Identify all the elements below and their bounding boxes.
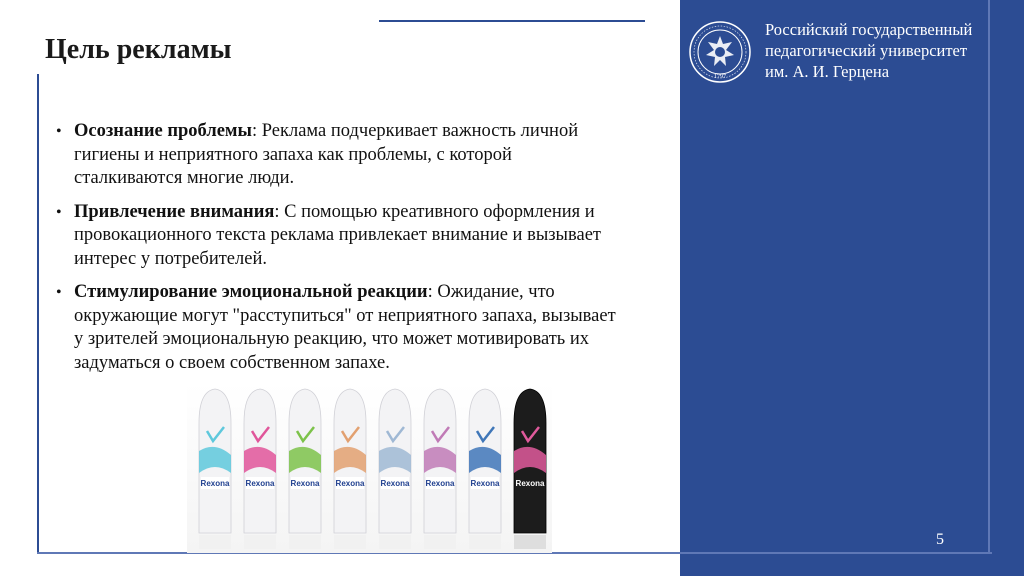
deodorant-bottle bbox=[244, 389, 276, 549]
bullet-item bbox=[56, 120, 616, 191]
deodorant-bottle bbox=[514, 389, 546, 549]
deodorant-bottle bbox=[424, 389, 456, 549]
slide-title: Цель рекламы bbox=[45, 34, 232, 65]
bullet-item bbox=[56, 201, 616, 272]
top-accent-line bbox=[379, 20, 645, 22]
university-name bbox=[765, 19, 1005, 82]
left-accent-line bbox=[37, 74, 39, 554]
deodorant-bottle bbox=[199, 389, 231, 549]
bullet-term: Привлечение внимания bbox=[74, 201, 275, 222]
university-name-line: педагогический университет bbox=[765, 41, 968, 60]
bullet-text: : Ожидание, что окружающие могут "расступиться" от неприятного запаха, вызывает у зрителей эмоциональную реакцию, что может мотивировать их задуматься о своем собственном запахе. bbox=[74, 282, 616, 373]
bottle-brand-label: Rexona bbox=[335, 479, 365, 488]
university-name-line: им. А. И. Герцена bbox=[765, 62, 890, 81]
bottle-brand-label: Rexona bbox=[290, 479, 320, 488]
deodorant-bottles-illustration bbox=[187, 383, 552, 553]
product-image bbox=[187, 383, 552, 553]
bottle-brand-label: Rexona bbox=[515, 479, 545, 488]
bullet-term: Стимулирование эмоциональной реакции bbox=[74, 282, 428, 302]
page-number: 5 bbox=[936, 531, 944, 548]
bullet-icon: • bbox=[56, 123, 62, 140]
bullet-list bbox=[56, 120, 616, 385]
deodorant-bottle bbox=[289, 389, 321, 549]
deodorant-bottle bbox=[469, 389, 501, 549]
bottle-brand-label: Rexona bbox=[425, 479, 455, 488]
bottle-brand-label: Rexona bbox=[380, 479, 410, 488]
bottle-brand-label: Rexona bbox=[470, 479, 500, 488]
bottle-brand-label: Rexona bbox=[200, 479, 230, 488]
bullet-icon: • bbox=[56, 203, 62, 221]
bullet-item bbox=[56, 281, 616, 375]
bullet-text: : Реклама подчеркивает важность личной гигиены и неприятного запаха как проблемы, с которой сталкиваются многие люди. bbox=[74, 121, 579, 188]
deodorant-bottle bbox=[379, 389, 411, 549]
bullet-icon: • bbox=[56, 284, 62, 301]
right-accent-line bbox=[988, 0, 990, 552]
bottle-brand-label: Rexona bbox=[245, 479, 275, 488]
deodorant-bottle bbox=[334, 389, 366, 549]
seal-year: 1797 bbox=[714, 74, 726, 80]
university-seal-logo bbox=[688, 20, 752, 84]
university-name-line: Российский государственный bbox=[765, 20, 973, 39]
bullet-term: Осознание проблемы bbox=[74, 121, 252, 141]
bullet-text: : С помощью креативного оформления и провокационного текста реклама привлекает внимание и вызывает интерес у потребителей. bbox=[74, 201, 601, 269]
